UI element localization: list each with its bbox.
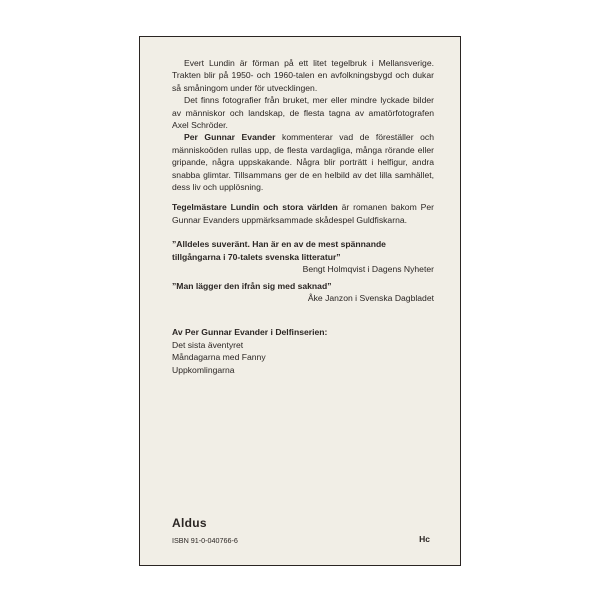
blurb-paragraph-3 bbox=[172, 131, 434, 193]
series-item: Uppkomlingarna bbox=[172, 364, 235, 375]
isbn-number: ISBN 91-0-040766-6 bbox=[172, 536, 238, 545]
blurb-paragraph-3-text: kommenterar vad de föreställer och människoöden rullas upp, de flesta vardagliga, många rörande eller gripande, några uppskakande. Några blir porträtt i helfigur, andra snabba glimtar. Tillsammans ger de en helbild av det lilla samhället, dess liv och upplösning. bbox=[172, 132, 434, 193]
blurb-paragraph-4-text: är romanen bakom Per Gunnar Evanders uppmärksammade skådespel Guldfiskarna. bbox=[172, 202, 434, 225]
blurb-paragraph-2: Det finns fotografier från bruket, mer eller mindre lyckade bilder av människor och landskap, de flesta tagna av amatörfotografen Axel Schröder. bbox=[172, 95, 434, 131]
book-back-cover bbox=[139, 36, 461, 566]
publisher-logo-text: Aldus bbox=[172, 516, 207, 530]
series-item: Måndagarna med Fanny bbox=[172, 352, 266, 363]
author-name: Per Gunnar Evander bbox=[184, 132, 276, 143]
blurb-paragraph-4 bbox=[172, 201, 434, 226]
price-code: Hc bbox=[419, 534, 430, 544]
review-source-1: Bengt Holmqvist i Dagens Nyheter bbox=[302, 264, 434, 275]
review-quote-1: ”Alldeles suveränt. Han är en av de mest spännande tillgångarna i 70-talets svenska litteratur” bbox=[172, 239, 386, 262]
review-source-2: Åke Janzon i Svenska Dagbladet bbox=[307, 292, 434, 303]
review-quote-2: ”Man lägger den ifrån sig med saknad” bbox=[172, 280, 332, 291]
blurb-paragraph-1: Evert Lundin är förman på ett litet tegelbruk i Mellansverige. Trakten blir på 1950- och 1960-talen en avfolkningsbygd och dukar så småningom under för utvecklingen. bbox=[172, 58, 434, 93]
book-title: Tegelmästare Lundin och stora världen bbox=[172, 202, 338, 213]
series-title: Av Per Gunnar Evander i Delfinserien: bbox=[172, 327, 328, 338]
series-item: Det sista äventyret bbox=[172, 339, 244, 350]
cover-text bbox=[172, 57, 434, 376]
